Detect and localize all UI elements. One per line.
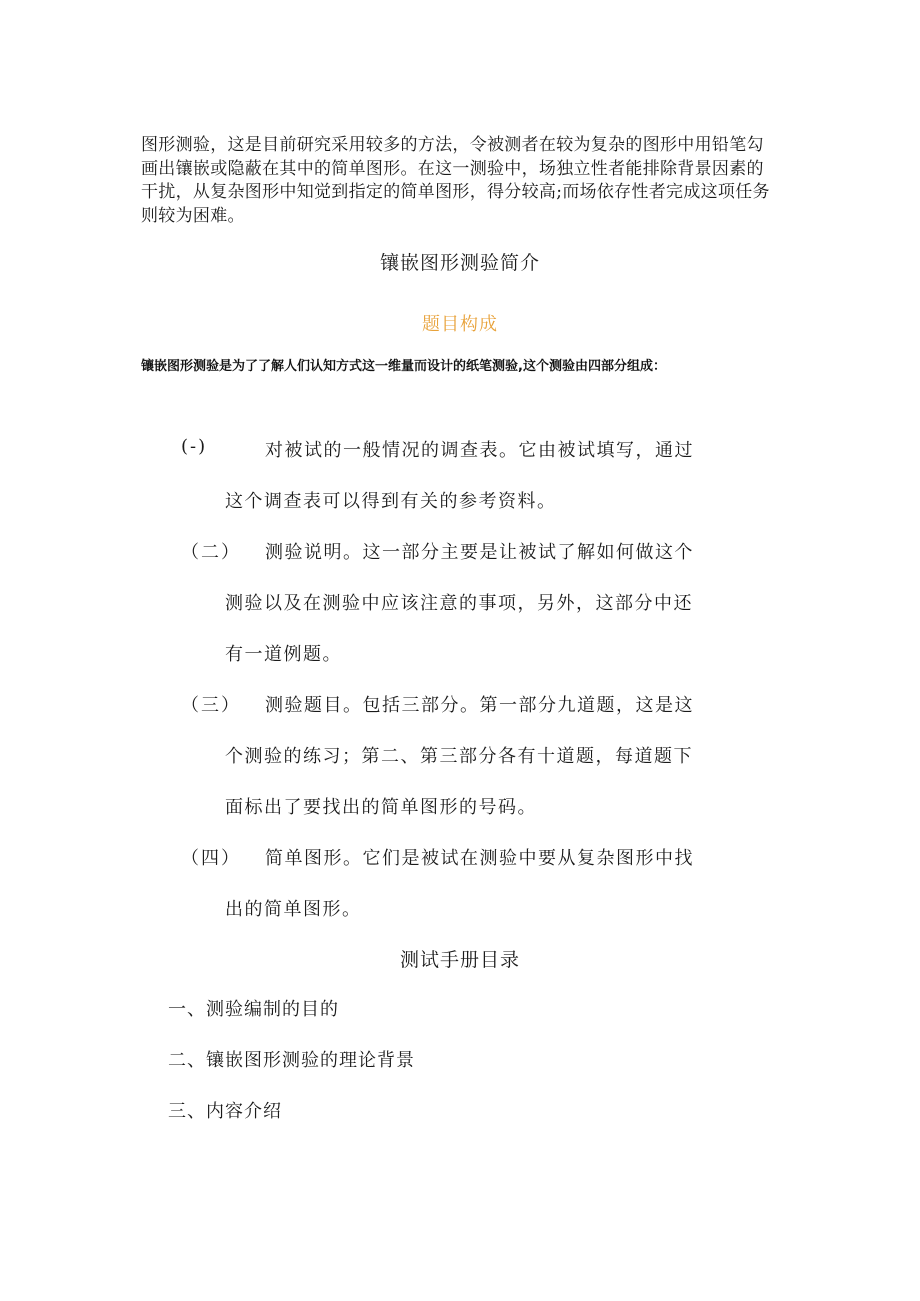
subsection-title: 题目构成	[422, 314, 498, 335]
item-4-line-2: 出的简单图形。	[225, 899, 362, 920]
item-4-line-1: 简单图形。它们是被试在测验中要从复杂图形中找	[265, 848, 694, 869]
item-2-line-1: 测验说明。这一部分主要是让被试了解如何做这个	[265, 542, 694, 563]
section-title: 镶嵌图形测验简介	[379, 252, 540, 274]
toc-item-3: 三、内容介绍	[168, 1101, 282, 1122]
toc-title: 测试手册目录	[399, 949, 520, 971]
item-3-line-3: 面标出了要找出的简单图形的号码。	[225, 797, 537, 818]
item-marker-3: （三）	[181, 695, 241, 716]
toc-item-2: 二、镶嵌图形测验的理论背景	[168, 1050, 415, 1071]
item-2-line-3: 有一道例题。	[225, 644, 342, 665]
item-3-line-2: 个测验的练习；第二、第三部分各有十道题，每道题下	[225, 746, 693, 767]
toc-item-1: 一、测验编制的目的	[168, 999, 339, 1020]
item-marker-4: （四）	[181, 848, 241, 869]
intro-paragraph: 图形测验，这是目前研究采用较多的方法，令被测者在较为复杂的图形中用铅笔勾画出镶嵌或隐蔽在其中的简单图形。在这一测验中，场独立性者能排除背景因素的干扰，从复杂图形中知觉到指定的简单图形，得分较高;而场依存性者完成这项任务则较为困难。	[141, 135, 770, 226]
item-2-line-2: 测验以及在测验中应该注意的事项，另外，这部分中还	[225, 593, 693, 614]
item-1-line-1: 对被试的一般情况的调查表。它由被试填写，通过	[265, 440, 694, 461]
lead-paragraph: 镶嵌图形测验是为了了解人们认知方式这一维量而设计的纸笔测验,这个测验由四部分组成：	[141, 359, 666, 374]
item-1-line-2: 这个调查表可以得到有关的参考资料。	[225, 491, 557, 512]
item-marker-1: (-)	[181, 436, 208, 457]
item-3-line-1: 测验题目。包括三部分。第一部分九道题，这是这	[265, 695, 694, 716]
item-marker-2: （二）	[181, 542, 241, 563]
